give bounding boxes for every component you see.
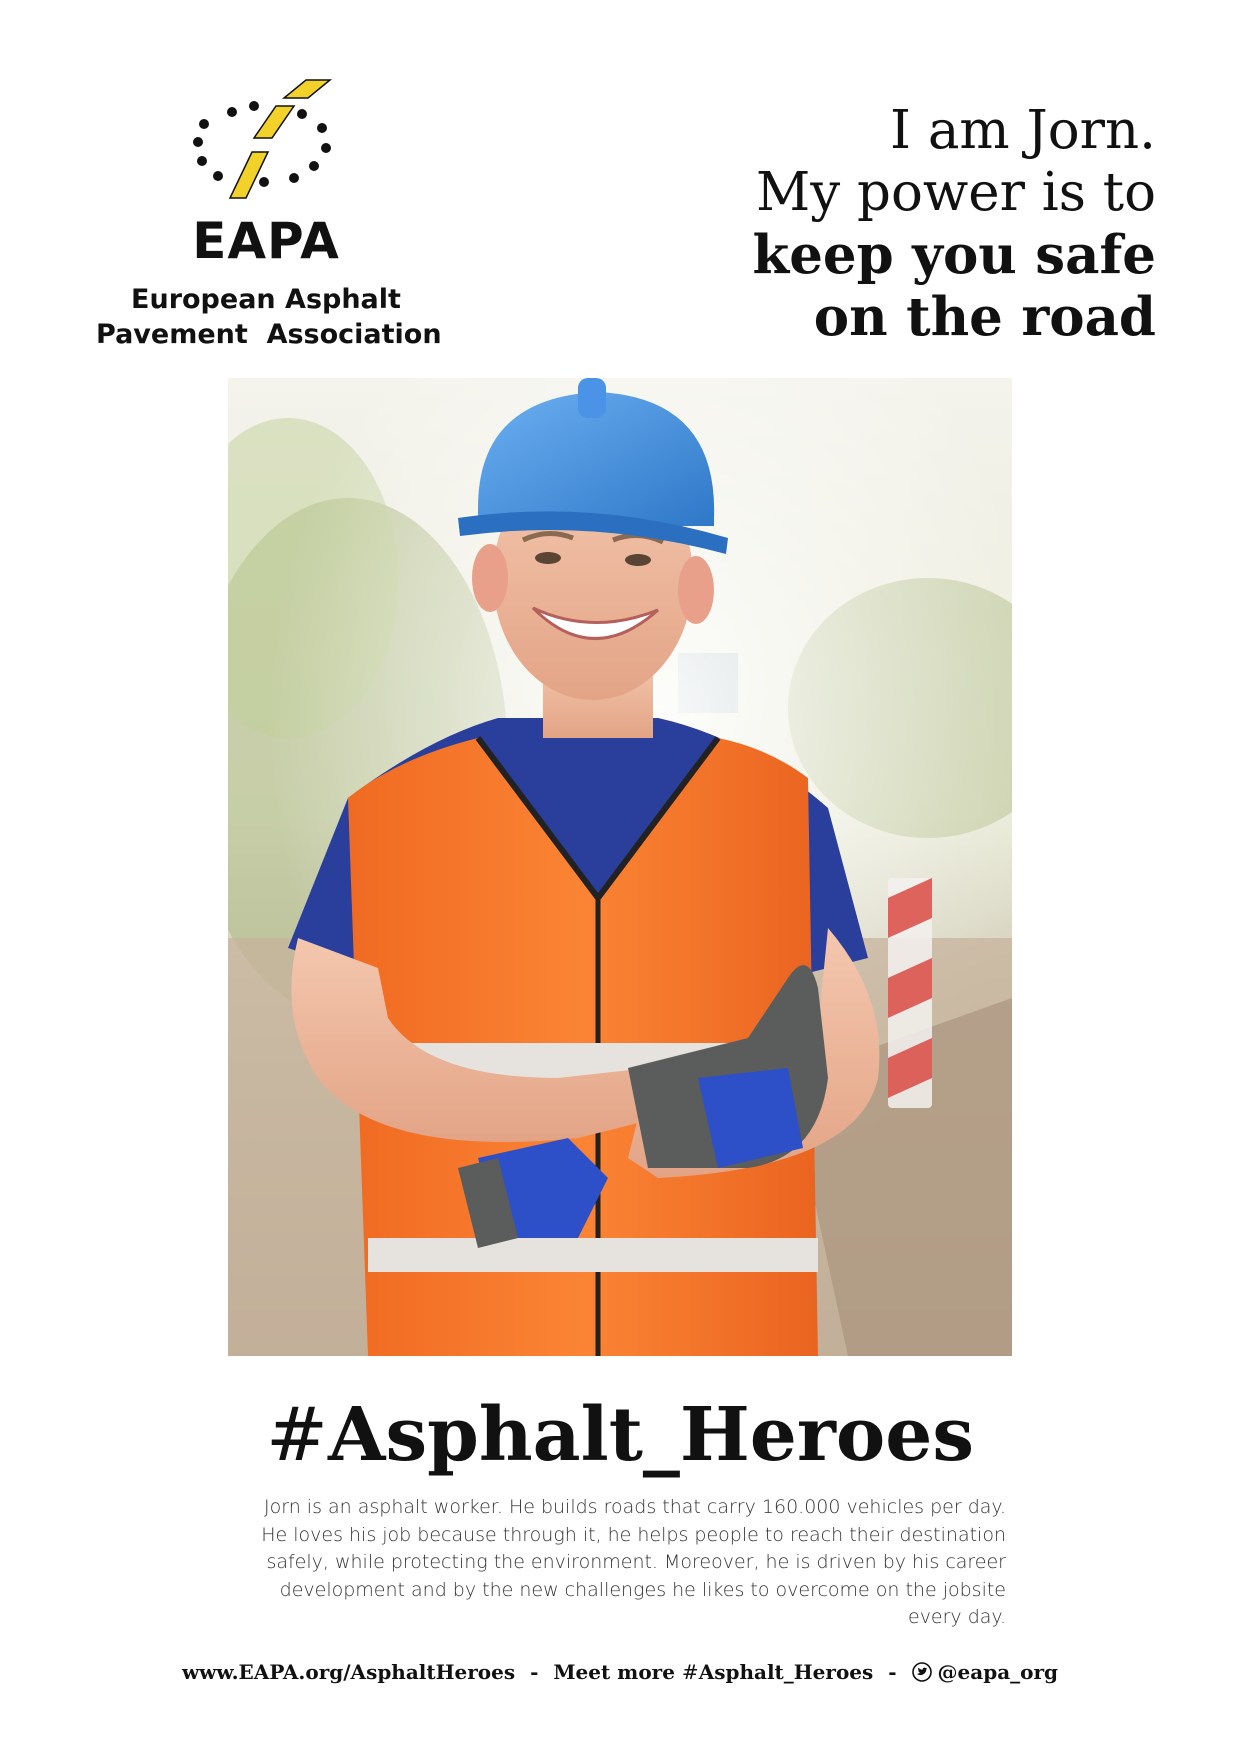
headline-line-3: keep you safe bbox=[752, 224, 1156, 286]
description-line-1: Jorn is an asphalt worker. He builds roads that carry 160.000 vehicles per day. bbox=[264, 1496, 1006, 1518]
headline-line-4: on the road bbox=[813, 286, 1156, 348]
website-link[interactable]: www.EAPA.org/AsphaltHeroes bbox=[181, 1660, 516, 1684]
description-line-5: every day. bbox=[908, 1606, 1006, 1628]
description-line-3: safely, while protecting the environment. Moreover, he is driven by his career bbox=[266, 1551, 1006, 1573]
meet-more-prefix: Meet more bbox=[553, 1660, 675, 1684]
headline bbox=[596, 100, 1156, 348]
eapa-logo-mark-icon bbox=[184, 76, 354, 216]
eapa-full-name-line2: Pavement Association bbox=[96, 319, 442, 350]
twitter-icon bbox=[912, 1662, 932, 1682]
eapa-full-name bbox=[96, 282, 442, 352]
meet-more-tag[interactable]: Asphalt_Heroes bbox=[698, 1660, 874, 1684]
worker-description bbox=[218, 1494, 1006, 1632]
worker-illustration bbox=[228, 378, 1012, 1356]
headline-line-2: My power is to bbox=[755, 162, 1156, 223]
eapa-acronym: EAPA bbox=[192, 212, 340, 270]
description-line-2: He loves his job because through it, he helps people to reach their destination bbox=[261, 1523, 1006, 1546]
hashtag-text: Asphalt_Heroes bbox=[328, 1392, 974, 1478]
eapa-full-name-line1: European Asphalt bbox=[131, 284, 401, 315]
footer-separator-2: - bbox=[888, 1660, 897, 1684]
headline-line-1: I am Jorn. bbox=[890, 100, 1156, 161]
footer-separator-1: - bbox=[530, 1660, 539, 1684]
meet-more-hash: # bbox=[681, 1660, 699, 1684]
campaign-hashtag bbox=[0, 1392, 1240, 1478]
footer bbox=[0, 1660, 1240, 1684]
worker-photo bbox=[228, 378, 1012, 1356]
description-line-4: development and by the new challenges he likes to overcome on the jobsite bbox=[279, 1578, 1006, 1601]
hashtag-symbol: # bbox=[266, 1392, 329, 1478]
eapa-logo bbox=[96, 76, 442, 356]
twitter-handle[interactable]: @eapa_org bbox=[937, 1660, 1059, 1684]
